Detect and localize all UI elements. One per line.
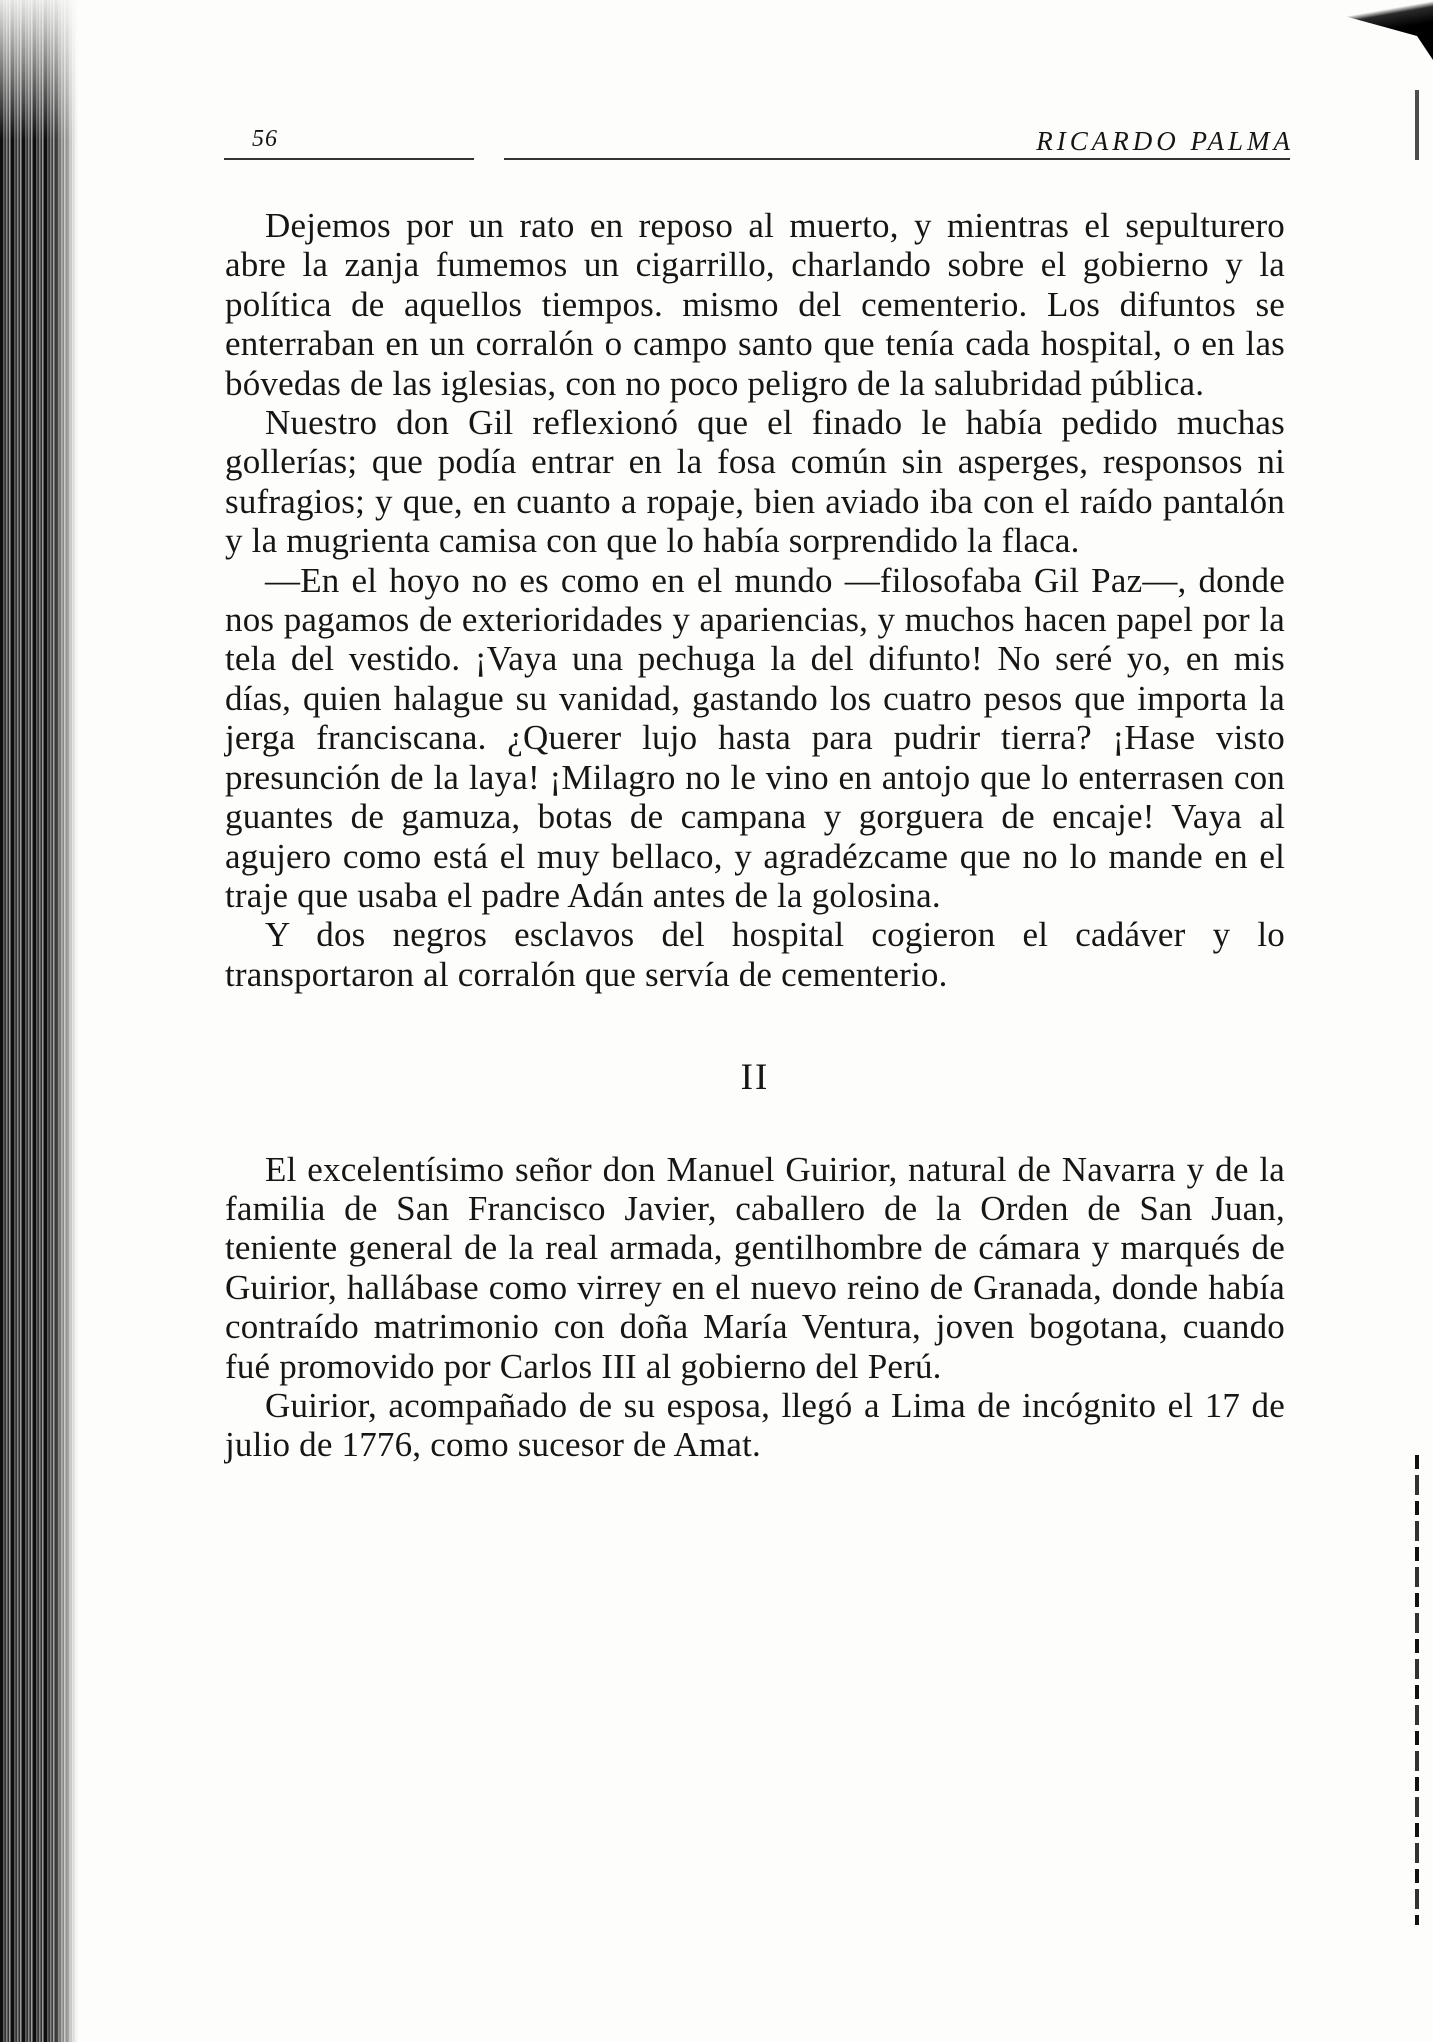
paragraph-5: El excelentísimo señor don Manuel Guirior, natural de Navarra y de la familia de San Francisco Javier, caballero de la Orden de San Juan, teniente general de la real armada, gentilhombre de cámara y marqués de Guirior, hallábase como virrey en el nuevo reino de Granada, donde había contraído matrimonio con doña María Ventura, joven bogotana, cuando fué promovido por Carlos III al gobierno del Perú.	[225, 1149, 1285, 1386]
page-header	[224, 120, 1294, 164]
running-head: RICARDO PALMA	[1036, 126, 1294, 156]
paragraph-6: Guirior, acompañado de su esposa, llegó a Lima de incógnito el 17 de julio de 1776, como sucesor de Amat.	[225, 1385, 1285, 1465]
scan-binding-fade	[0, 0, 78, 140]
header-rule-right	[504, 158, 1290, 160]
paragraph-1: Dejemos por un rato en reposo al muerto, y mientras el sepulturero abre la zanja fumemos un cigarrillo, charlando sobre el gobierno y la política de aquellos tiempos. mismo del cementerio. Los difuntos se enterraban en un corralón o campo santo que tenía cada hospital, o en las bóvedas de las iglesias, con no poco peligro de la salubridad pública.	[225, 206, 1285, 403]
paragraph-3: —En el hoyo no es como en el mundo —filosofaba Gil Paz—, donde nos pagamos de exterioridades y apariencias, y muchos hacen papel por la tela del vestido. ¡Vaya una pechuga la del difunto! No seré yo, en mis días, quien halague su vanidad, gastando los cuatro pesos que importa la jerga franciscana. ¿Querer lujo hasta para pudrir tierra? ¡Hase visto presunción de la laya! ¡Milagro no le vino en antojo que lo enterrasen con guantes de gamuza, botas de campana y gorguera de encaje! Vaya al agujero como está el muy bellaco, y agradézcame que no lo mande en el traje que usaba el padre Adán antes de la golosina.	[225, 560, 1285, 915]
page-number: 56	[252, 126, 278, 152]
header-rule-left	[224, 158, 474, 160]
paragraph-4: Y dos negros esclavos del hospital cogieron el cadáver y lo transportaron al corralón que servía de cementerio.	[225, 915, 1285, 994]
page-body	[225, 206, 1285, 1465]
section-heading: II	[740, 1057, 770, 1099]
scan-binding-edge	[0, 0, 78, 2042]
scan-corner-artifact	[1233, 0, 1433, 60]
scan-edge-mark-bottom	[1415, 1455, 1419, 1925]
paragraph-2: Nuestro don Gil reflexionó que el finado le había pedido muchas gollerías; que podía entrar en la fosa común sin asperges, responsos ni sufragios; y que, en cuanto a ropaje, bien aviado iba con el raído pantalón y la mugrienta camisa con que lo había sorprendido la flaca.	[225, 403, 1285, 561]
scan-edge-mark-top	[1415, 90, 1419, 160]
